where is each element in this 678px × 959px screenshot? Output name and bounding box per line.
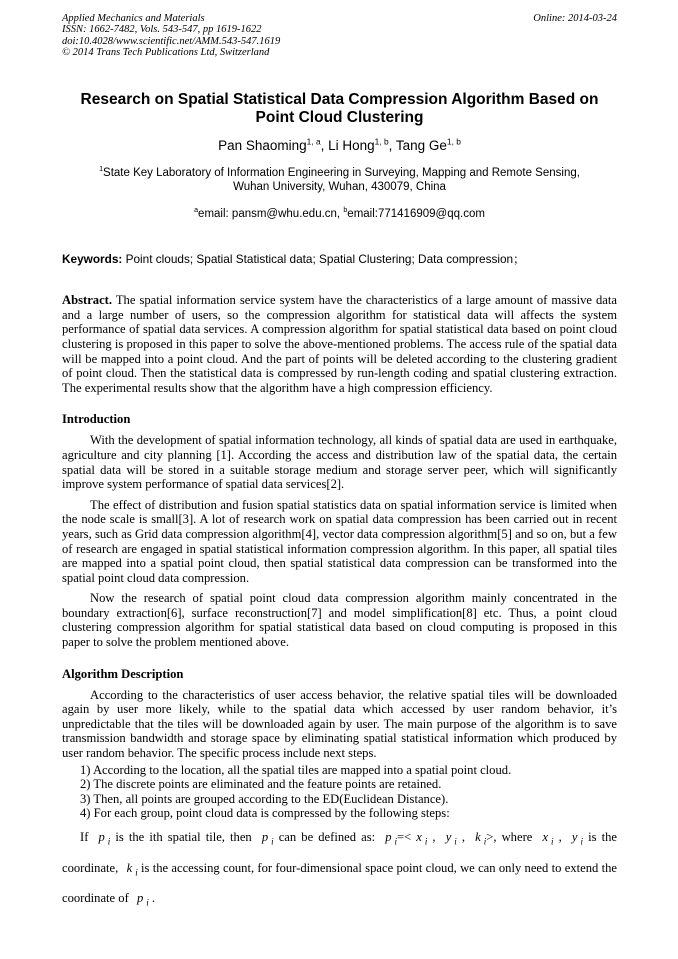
math-text: =< — [397, 830, 412, 844]
author-superscript: 1, b — [374, 136, 389, 147]
affiliation-superscript: 1 — [99, 165, 104, 174]
math-subscript: i — [454, 836, 457, 847]
abstract-paragraph — [62, 293, 617, 395]
math-text: is the accessing count, for four-dimensional space point cloud, we can only need to extend the coordinate of — [62, 860, 617, 906]
math-subscript: i — [146, 897, 149, 908]
online-date: Online: 2014-03-24 — [533, 13, 617, 24]
math-subscript: i — [107, 836, 111, 847]
math-subscript: i — [135, 867, 138, 878]
publisher-header — [62, 13, 617, 58]
paper-title-line-2: Point Cloud Clustering — [255, 109, 424, 127]
author-superscript: 1, b — [446, 136, 461, 147]
math-variable: p — [98, 830, 105, 844]
math-text: . — [148, 891, 156, 906]
introduction-paragraph-1: With the development of spatial information technology, all kinds of spatial data are used in earthquake, agriculture and city planning [1]. According the access and distribution law of the spatial data, the certain spatial data will be stored in a suitable storage medium and storage server peer, which will significantly improve system performance of spatial data services[2]. — [62, 433, 617, 492]
introduction-paragraph-2: The effect of distribution and fusion spatial statistics data on spatial information service is limited when the node scale is small[3]. A lot of research work on spatial data compression has been carried out in recent years, such as Grid data compression algorithm[4], vector data compression algorithm[5] and so on, but a few of research are engaged in spatial statistical information compression algorithm. In this paper, all spatial tiles are mapped into a spatial point cloud, then spatial statistical data compression can be transformed into the spatial point cloud data compression. — [62, 497, 617, 585]
math-text: , — [553, 830, 567, 844]
email-address-a: email: pansm@whu.edu.cn, — [198, 208, 344, 221]
section-heading-algorithm-description: Algorithm Description — [62, 666, 184, 681]
publisher-info — [62, 13, 280, 58]
affiliation-line-1: State Key Laboratory of Information Engineering in Surveying, Mapping and Remote Sensing, — [103, 167, 580, 180]
math-subscript: i — [580, 836, 584, 847]
math-text: can be defined as: — [273, 830, 381, 844]
journal-name: Applied Mechanics and Materials — [62, 13, 205, 24]
math-subscript: i — [394, 836, 398, 847]
email-address-b: email:771416909@qq.com — [347, 208, 485, 221]
algorithm-step-2: 2) The discrete points are eliminated and the feature points are retained. — [80, 777, 442, 792]
author-superscript: 1, a — [306, 136, 321, 147]
copyright-line: © 2014 Trans Tech Publications Ltd, Switzerland — [62, 46, 270, 58]
math-text: If — [80, 830, 94, 844]
algorithm-step-4: 4) For each group, point cloud data is compressed by the following steps: — [80, 806, 450, 821]
author-name: , Li Hong — [320, 138, 375, 154]
math-variable: y — [445, 830, 452, 844]
authors-line — [62, 138, 617, 153]
math-paragraph — [62, 824, 617, 916]
math-variable: k — [126, 860, 133, 875]
author-name: Pan Shaoming — [218, 138, 307, 154]
math-variable: x — [542, 830, 549, 844]
affiliation — [62, 166, 617, 194]
keywords-label: Keywords: — [62, 252, 123, 267]
paper-title — [62, 91, 617, 127]
issn-line: ISSN: 1662-7482, Vols. 543-547, pp 1619-1622 — [62, 24, 262, 36]
keywords-text: Point clouds; Spatial Statistical data; Spatial Clustering; Data compression； — [122, 252, 525, 267]
math-text: , — [427, 830, 441, 844]
math-variable: p — [261, 830, 269, 844]
math-variable: y — [571, 830, 578, 844]
paper-title-line-1: Research on Spatial Statistical Data Compression Algorithm Based on — [80, 91, 599, 109]
algorithm-step-1: 1) According to the location, all the spatial tiles are mapped into a spatial point cloud. — [80, 762, 512, 777]
math-variable: k — [475, 830, 481, 844]
algorithm-steps — [62, 763, 617, 821]
doi-line: doi:10.4028/www.scientific.net/AMM.543-547.1619 — [62, 35, 281, 47]
math-subscript: i — [483, 836, 487, 847]
math-text: >, where — [486, 830, 538, 844]
abstract-text: The spatial information service system have the characteristics of a large amount of massive data and a large number of users, so the compression algorithm for statistical data will affects the system performance of spatial data services. A compression algorithm for spatial statistical data based on point cloud clustering is proposed in this paper to solve the above-mentioned problems. The access rule of the spatial data will be mapped into a point cloud. And the part of points will be deleted according to the clustering gradient of point cloud. Then the statistical data is compressed by run-length coding and spatial clustering extraction. The experimental results show that the algorithm have a high compression efficiency. — [62, 293, 617, 395]
math-variable: p — [136, 891, 144, 906]
math-text: , — [456, 830, 471, 844]
math-subscript: i — [551, 836, 554, 847]
math-subscript: i — [271, 836, 274, 847]
email-superscript-a: a — [194, 206, 199, 215]
introduction-paragraph-3: Now the research of spatial point cloud data compression algorithm mainly concentrated in the boundary extraction[6], surface reconstruction[7] and model simplification[8] etc. Thus, a point cloud clustering compression algorithm for spatial statistical data based on cloud computing is proposed in this paper to solve the problem mentioned above. — [62, 591, 617, 650]
math-variable: p — [385, 830, 392, 844]
algorithm-step-3: 3) Then, all points are grouped according to the ED(Euclidean Distance). — [80, 791, 449, 806]
math-text: is the ith spatial tile, then — [110, 830, 257, 844]
math-variable: x — [416, 830, 422, 844]
email-superscript-b: b — [343, 206, 348, 215]
algorithm-paragraph: According to the characteristics of user access behavior, the relative spatial tiles will be downloaded again by user more likely, while to the spatial data which accessed by user random behavior, it’s unpredictable that the tiles will be downloaded again by user. The main purpose of the algorithm is to save transmission bandwidth and storage space by eliminating spatial statistical information which produced by user random behavior. The specific process include next steps. — [62, 687, 617, 761]
math-subscript: i — [424, 836, 428, 847]
math-text: is the coordinate, — [62, 830, 617, 875]
affiliation-line-2: Wuhan University, Wuhan, 430079, China — [233, 181, 446, 194]
abstract-label: Abstract. — [62, 293, 113, 308]
author-name: , Tang Ge — [388, 138, 447, 154]
email-line — [62, 208, 617, 220]
section-heading-introduction: Introduction — [62, 412, 131, 427]
keywords-line — [62, 250, 617, 267]
